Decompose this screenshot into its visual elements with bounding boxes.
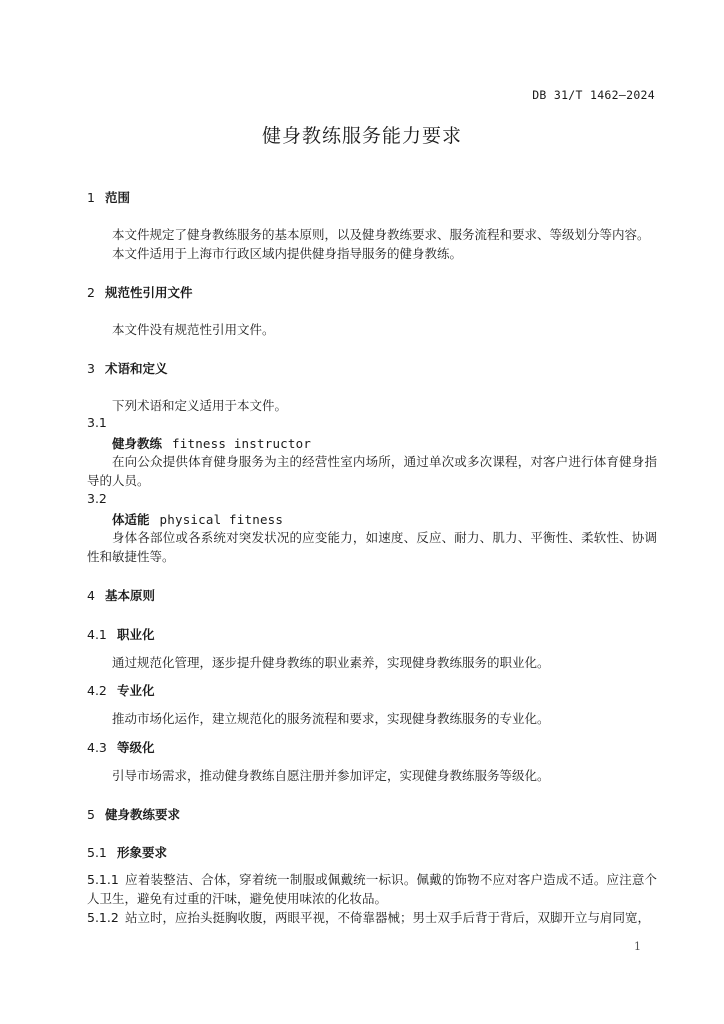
page-number: 1 — [634, 940, 641, 953]
clause-4-2-text: 推动市场化运作，建立规范化的服务流程和要求，实现健身教练服务的专业化。 — [112, 711, 550, 726]
term-3-2 — [112, 510, 283, 528]
section-1-paragraph-2: 本文件适用于上海市行政区域内提供健身指导服务的健身教练。 — [112, 246, 463, 261]
section-1-heading — [87, 188, 130, 206]
section-3-heading — [87, 359, 168, 377]
term-zh: 体适能 — [112, 512, 150, 527]
section-title: 术语和定义 — [105, 361, 168, 376]
term-3-1 — [112, 434, 311, 452]
section-2-paragraph-1: 本文件没有规范性引用文件。 — [112, 322, 275, 337]
section-1-paragraph-1: 本文件规定了健身教练服务的基本原则，以及健身教练要求、服务流程和要求、等级划分等内容。 — [112, 227, 650, 242]
term-3-2-definition: 身体各部位或各系统对突发状况的应变能力，如速度、反应、耐力、肌力、平衡性、柔软性、协调性和敏捷性等。 — [87, 530, 657, 564]
term-3-1-number: 3.1 — [87, 415, 107, 430]
clause-title: 形象要求 — [117, 845, 168, 860]
document-title: 健身教练服务能力要求 — [261, 125, 462, 147]
item-text: 应着装整洁、合体，穿着统一制服或佩戴统一标识。佩戴的饰物不应对客户造成不适。应注意个人卫生，避免有过重的汗味，避免使用味浓的化妆品。 — [87, 872, 657, 906]
clause-number: 5.1 — [87, 845, 107, 860]
term-3-1-definition: 在向公众提供体育健身服务为主的经营性室内场所，通过单次或多次课程，对客户进行体育健身指导的人员。 — [87, 454, 657, 488]
clause-number: 4.2 — [87, 683, 107, 698]
clause-title: 等级化 — [117, 740, 155, 755]
section-title: 范围 — [105, 190, 131, 205]
clause-5-1-heading — [87, 843, 167, 861]
section-number: 5 — [87, 807, 95, 822]
clause-title: 专业化 — [117, 683, 155, 698]
section-number: 4 — [87, 588, 95, 603]
clause-5-1-2 — [87, 908, 657, 927]
term-zh: 健身教练 — [112, 436, 163, 451]
section-2-heading — [87, 283, 193, 301]
section-number: 2 — [87, 285, 95, 300]
clause-number: 4.1 — [87, 627, 107, 642]
section-title: 规范性引用文件 — [105, 285, 193, 300]
section-number: 3 — [87, 361, 95, 376]
clause-4-3-heading — [87, 738, 155, 756]
clause-4-2-heading — [87, 681, 155, 699]
section-title: 基本原则 — [105, 588, 156, 603]
section-number: 1 — [87, 190, 95, 205]
clause-5-1-1 — [87, 870, 657, 908]
clause-number: 4.3 — [87, 740, 107, 755]
clause-title: 职业化 — [117, 627, 155, 642]
standard-number: DB 31/T 1462—2024 — [532, 88, 655, 102]
item-text: 站立时，应抬头挺胸收腹，两眼平视，不倚靠器械；男士双手后背于背后，双脚开立与肩同宽， — [125, 910, 651, 925]
clause-4-1-heading — [87, 625, 155, 643]
section-4-heading — [87, 586, 155, 604]
clause-4-3-text: 引导市场需求，推动健身教练自愿注册并参加评定，实现健身教练服务等级化。 — [112, 768, 550, 783]
term-3-2-number: 3.2 — [87, 491, 107, 506]
item-number: 5.1.1 — [87, 872, 119, 887]
term-en: physical fitness — [159, 512, 284, 527]
section-title: 健身教练要求 — [105, 807, 181, 822]
section-5-heading — [87, 805, 180, 823]
section-3-paragraph-1: 下列术语和定义适用于本文件。 — [112, 398, 288, 413]
term-en: fitness instructor — [172, 436, 312, 451]
item-number: 5.1.2 — [87, 910, 119, 925]
clause-4-1-text: 通过规范化管理，逐步提升健身教练的职业素养，实现健身教练服务的职业化。 — [112, 655, 550, 670]
